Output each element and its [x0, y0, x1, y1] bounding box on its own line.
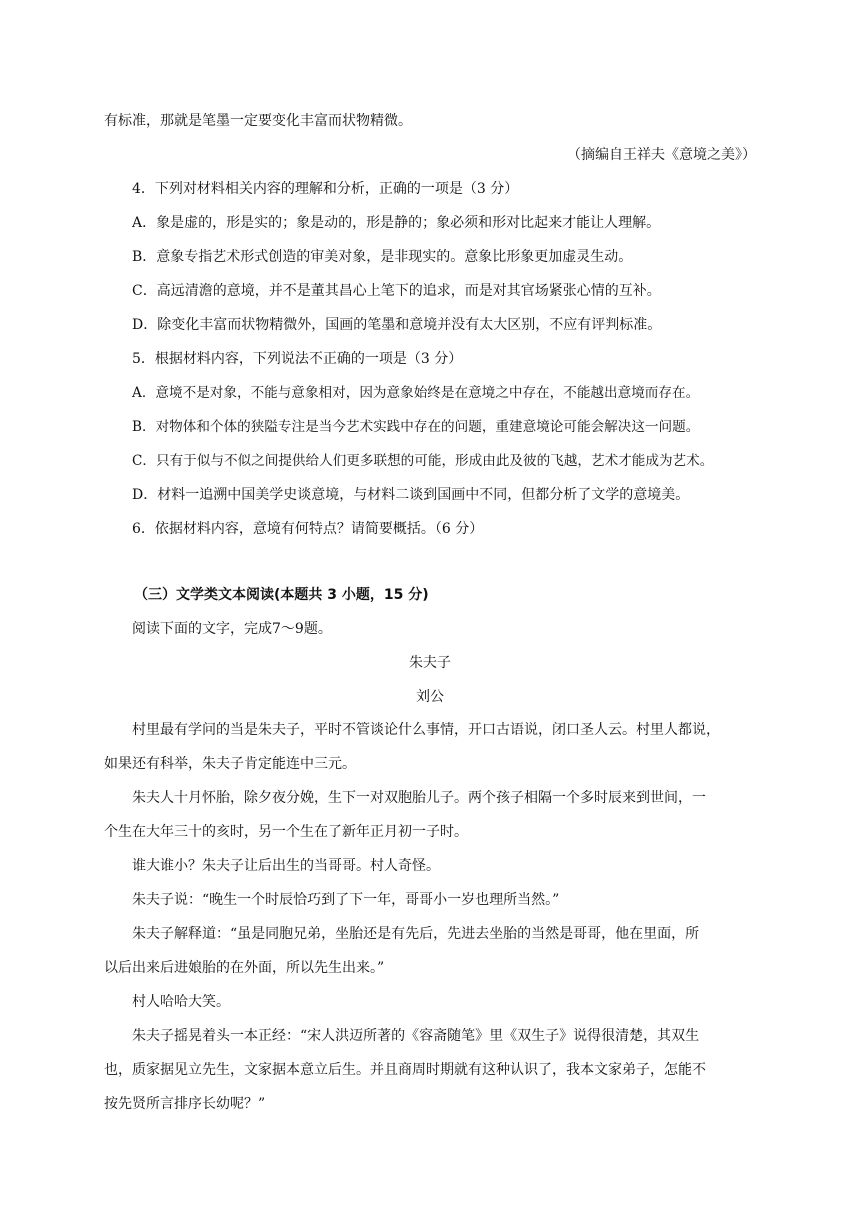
source-citation: （摘编自王祥夫《意境之美》） — [567, 147, 756, 163]
paragraph-line: 朱夫子说：“晚生一个时辰恰巧到了下一年，哥哥小一岁也理所当然。” — [132, 892, 560, 908]
question-5-option-c: C．只有于似与不似之间提供给人们更多联想的可能，形成由此及彼的飞越，艺术才能成为艺术。 — [132, 453, 714, 469]
paragraph-line: 以后出来后进娘胎的在外面，所以先生出来。” — [104, 960, 385, 976]
paragraph-line: 朱夫子摇晃着头一本正经：“宋人洪迈所著的《容斋随笔》里《双生子》说得很清楚，其双生 — [132, 1028, 700, 1044]
question-6: 6．依据材料内容，意境有何特点？请简要概括。（6 分） — [132, 521, 484, 537]
paragraph-line: 有标准，那就是笔墨一定要变化丰富而状物精微。 — [104, 113, 412, 129]
paragraph-line: 村人哈哈大笑。 — [132, 994, 230, 1010]
question-5-option-d: D．材料一追溯中国美学史谈意境，与材料二谈到国画中不同，但都分析了文学的意境美。 — [132, 487, 690, 503]
paragraph-line: 朱夫人十月怀胎，除夕夜分娩，生下一对双胞胎儿子。两个孩子相隔一个多时辰来到世间，一 — [132, 790, 706, 806]
question-5: 5．根据材料内容，下列说法不正确的一项是（3 分） — [132, 351, 463, 367]
question-4-option-c: C．高远清澹的意境，并不是董其昌心上笔下的追求，而是对其官场紧张心情的互补。 — [132, 283, 661, 299]
story-title: 朱夫子 — [409, 655, 451, 671]
question-4-option-b: B．意象专指艺术形式创造的审美对象，是非现实的。意象比形象更加虚灵生动。 — [132, 249, 633, 265]
question-4-option-d: D．除变化丰富而状物精微外，国画的笔墨和意境并没有太大区别，不应有评判标准。 — [132, 317, 662, 333]
story-author: 刘公 — [416, 689, 444, 705]
question-4-option-a: A．象是虚的，形是实的；象是动的，形是静的；象必须和形对比起来才能让人理解。 — [132, 215, 661, 231]
paragraph-line: 个生在大年三十的亥时，另一个生在了新年正月初一子时。 — [104, 824, 468, 840]
paragraph-line: 谁大谁小？朱夫子让后出生的当哥哥。村人奇怪。 — [132, 858, 440, 874]
paragraph-line: 按先贤所言排序长幼呢？” — [104, 1096, 266, 1112]
instruction: 阅读下面的文字，完成7～9题。 — [132, 621, 332, 637]
paragraph-line: 也，质家据见立先生，文家据本意立后生。并且商周时期就有这种认识了，我本文家弟子，怎能不 — [104, 1062, 706, 1078]
question-5-option-a: A．意境不是对象，不能与意象相对，因为意象始终是在意境之中存在，不能越出意境而存在。 — [132, 385, 700, 401]
paragraph-line: 朱夫子解释道：“虽是同胞兄弟，坐胎还是有先后，先进去坐胎的当然是哥哥，他在里面，所 — [132, 926, 700, 942]
question-5-option-b: B．对物体和个体的狭隘专注是当今艺术实践中存在的问题，重建意境论可能会解决这一问题。 — [132, 419, 700, 435]
paragraph-line: 如果还有科举，朱夫子肯定能连中三元。 — [104, 756, 356, 772]
paragraph-line: 村里最有学问的当是朱夫子，平时不管谈论什么事情，开口古语说，闭口圣人云。村里人都说， — [132, 722, 720, 738]
question-4: 4．下列对材料相关内容的理解和分析，正确的一项是（3 分） — [132, 181, 519, 197]
section-heading: （三）文学类文本阅读(本题共 3 小题，15 分) — [134, 587, 429, 603]
